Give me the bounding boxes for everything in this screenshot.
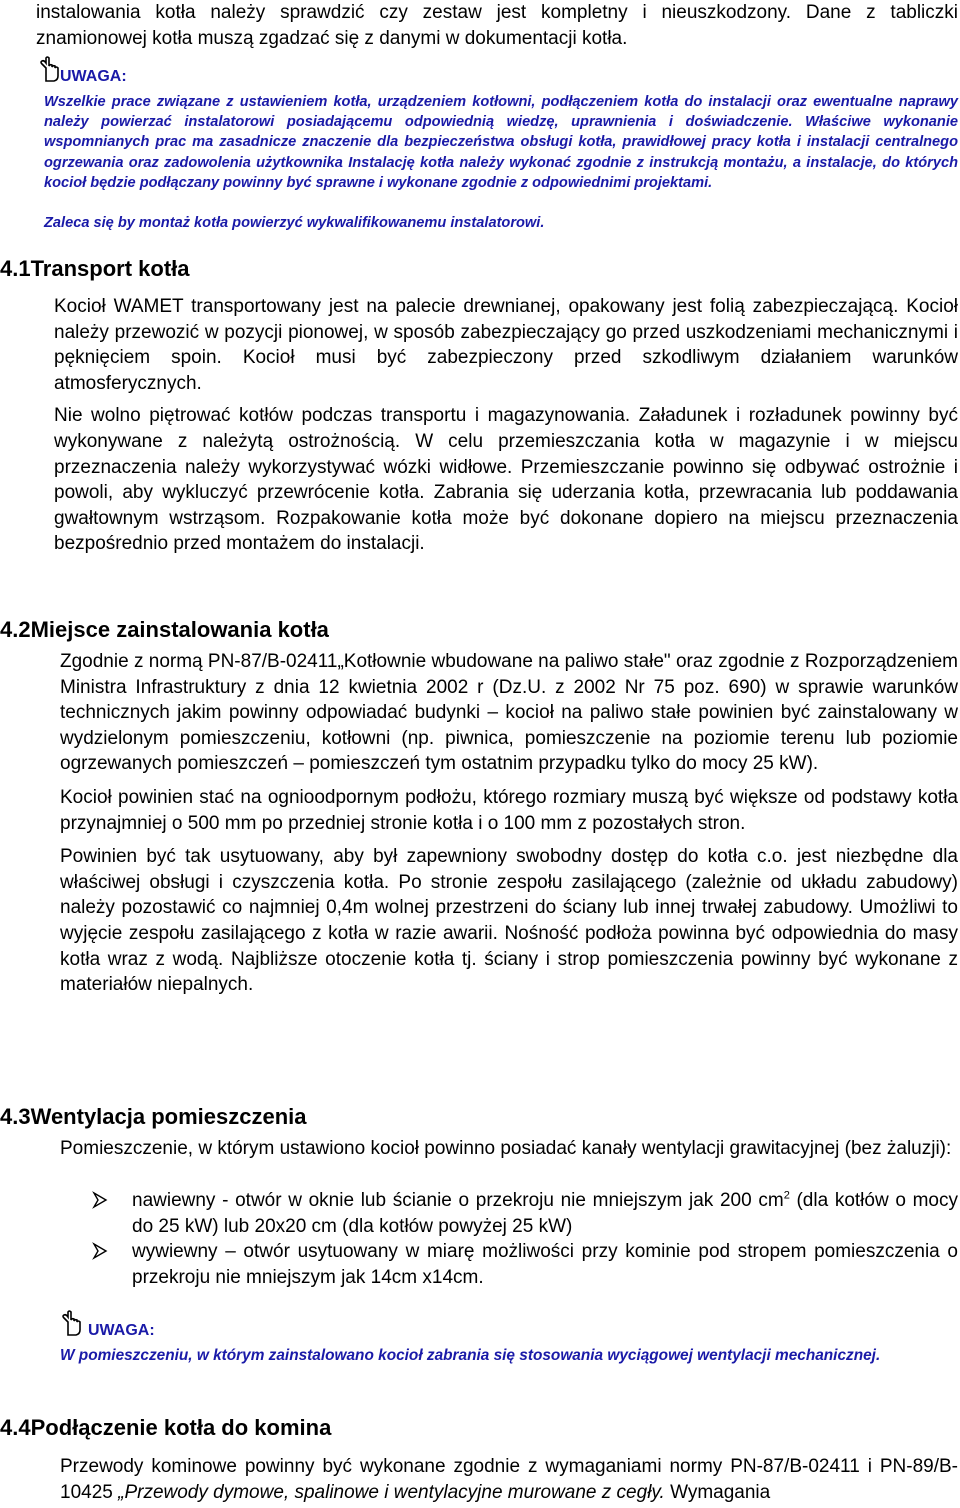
intro-paragraph: instalowania kotła należy sprawdzić czy zestaw jest kompletny i nieuszkodzony. Dane z tabliczki znamionowej kotła muszą zgadzać się z danymi w dokumentacji kotła. — [36, 2, 958, 49]
paragraph: Zgodnie z normą PN-87/B-02411„Kotłownie wbudowane na paliwo stałe" oraz zgodnie z Rozporządzeniem Ministra Infrastruktury z dnia 12 kwietnia 2002 r (Dz.U. z 2002 Nr 75 poz. 690) w sprawie warunków technicznych jakim powinny odpowiadać budynki – kocioł na paliwo stałe powinien być zainstalowany w wydzielonym pomieszczeniu, kotłowni (np. piwnica, pomieszczenie na poziomie terenu lub poziomie ogrzewanych pomieszczeń – pomieszczeń tym ostatnim przypadku tylko do mocy 25 kW). — [60, 651, 958, 775]
paragraph: Pomieszczenie, w którym ustawiono kocioł powinno posiadać kanały wentylacji grawitacyjnej (bez żaluzji): — [60, 1138, 952, 1159]
arrow-bullet-icon — [92, 1241, 108, 1261]
pointing-hand-icon — [38, 56, 60, 82]
section-heading-4-4: 4.4Podłączenie kotła do komina — [0, 1415, 332, 1440]
section-heading-4-1: 4.1Transport kotła — [0, 256, 190, 281]
paragraph: Nie wolno piętrować kotłów podczas transportu i magazynowania. Załadunek i rozładunek powinny być wykonywane z należytą ostrożnością. W celu przemieszczania kotła w magazynie i w miejscu przeznaczenia należy wykorzystywać wózki widłowe. Przemieszczanie powinno się odbywać ostrożnie i powoli, aby wykluczyć przewrócenie kotła. Zabrania się uderzania kotła, przewracania lub poddawania gwałtownym wstrząsom. Rozpakowanie kotła może być dokonane dopiero na miejscu przeznaczenia bezpośrednio przed montażem do instalacji. — [54, 405, 958, 555]
section-4-1-body — [54, 294, 958, 557]
arrow-bullet-icon — [92, 1190, 108, 1210]
pointing-hand-icon — [60, 1310, 82, 1336]
paragraph: Powinien być tak usytuowany, aby był zapewniony swobodny dostęp do kotła c.o. jest niezbędne dla właściwej obsługi i czyszczenia kotła. Po stronie zespołu zasilającego (zależnie od układu zabudowy) należy pozostawić co najmniej 0,4m wolnej przestrzeni do ściany lub innej trwałej zabudowy. Umożliwi to wyjęcie zespołu zasilającego z kotła w razie awarii. Nośność podłoża powinna być odpowiednia do masy kotła wraz z wodą. Najbliższe otoczenie kotła tj. ściany i strop pomieszczenia powinny być wykonane z materiałów niepalnych. — [60, 846, 958, 996]
section-heading-4-2: 4.2Miejsce zainstalowania kotła — [0, 617, 329, 642]
warning-title: UWAGA: — [88, 1322, 155, 1339]
warning-text: W pomieszczeniu, w którym zainstalowano kocioł zabrania się stosowania wyciągowej wentylacji mechanicznej. — [60, 1347, 881, 1364]
warning-title: UWAGA: — [60, 68, 127, 85]
section-4-2-body — [60, 649, 958, 998]
list-item: wywiewny – otwór usytuowany w miarę możliwości przy kominie pod stropem pomieszczenia o przekroju nie mniejszym jak 14cm x14cm. — [92, 1239, 958, 1290]
warning-note: Zaleca się by montaż kotła powierzyć wykwalifikowanemu instalatorowi. — [44, 215, 545, 231]
paragraph: Kocioł WAMET transportowany jest na palecie drewnianej, opakowany jest folią zabezpieczającą. Kocioł należy przewozić w pozycji pionowej, w sposób zabezpieczający go przed uszkodzeniami mechanicznymi i pęknięciem spoin. Kocioł musi być zabezpieczony przed szkodliwym działaniem warunków atmosferycznych. — [54, 296, 958, 394]
warning-text: Wszelkie prace związane z ustawieniem kotła, urządzeniem kotłowni, podłączeniem kotła do instalacji oraz ewentualne naprawy należy powierzać instalatorowi posiadającemu odpowiednią wiedzę, uprawnienia i doświadczenie. Właściwe wykonanie wspomnianych prac ma zasadnicze znaczenie dla bezpieczeństwa obsługi kotła, prawidłowej pracy kotła i instalacji centralnego ogrzewania oraz zadowolenia użytkownika Instalację kotła należy wykonać zgodnie z instrukcją montażu, a instalacje, do których kocioł będzie podłączany powinny być sprawne i wykonane zgodnie z odpowiednimi projektami. — [44, 94, 958, 191]
ventilation-list — [92, 1188, 958, 1290]
paragraph: Kocioł powinien stać na ognioodpornym podłożu, którego rozmiary muszą być większe od podstawy kotła przynajmniej o 500 mm po przedniej stronie kotła i o 100 mm z pozostałych stron. — [60, 786, 958, 834]
section-heading-4-3: 4.3Wentylacja pomieszczenia — [0, 1104, 307, 1129]
paragraph: Przewody kominowe powinny być wykonane zgodnie z wymaganiami normy PN-87/B-02411 i PN-89/B-10425 „Przewody dymowe, spalinowe i wentylacyjne murowane z cegły. Wymagania — [60, 1456, 958, 1503]
list-item: nawiewny - otwór w oknie lub ścianie o przekroju nie mniejszym jak 200 $cm^2$ (dla kotłów o mocy do 25 kW) lub 20x20 cm (dla kotłów powyżej 25 kW) — [92, 1188, 958, 1239]
